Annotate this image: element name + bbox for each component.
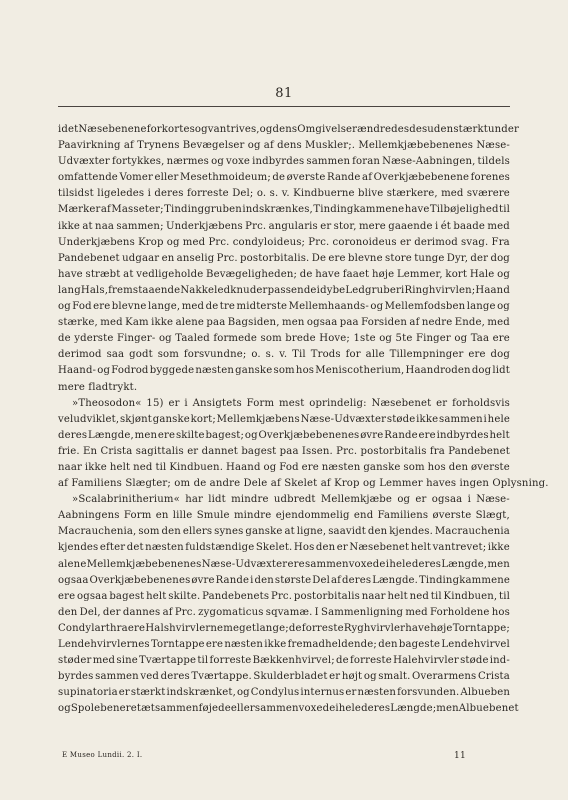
text-line	[58, 380, 510, 396]
text-line: Condylarthra ere Halshvirvlerne meget lange; de forreste Ryghvirvler have høje Torntappe;	[58, 622, 510, 634]
page-footer	[62, 751, 502, 761]
text-line: lang Hals, fremstaaende Nakkeledknuder passende i dybe Ledgruber i Ringhvirvlen; Haand	[58, 284, 510, 296]
text-line: naar ikke helt ned til Kindbuen. Haand og Fod ere næsten ganske som hos den øverste	[58, 461, 510, 473]
text-line: have stræbt at vedligeholde Bevægeligheden; de have faaet høje Lemmer, kort Hale og	[58, 268, 510, 280]
text-line: alene Mellemkjæbebenenes Næse-Udvæxter ere sammenvoxede i hele deres Længde, men	[58, 558, 510, 570]
text-line	[58, 476, 549, 492]
text-line: og Fod ere blevne lange, med de tre midterste Mellemhaands- og Mellemfodsben lange og	[58, 301, 510, 313]
page-number: 81	[275, 86, 293, 101]
line-text: af Familiens Slægter; om de andre Dele af Skelet af Krop og Lemmer haves ingen Oplysning.	[58, 478, 549, 490]
text-line: ikke at naa sammen; Underkjæbens Prc. angularis er stor, mere gaaende i ét baade med	[58, 220, 510, 232]
text-line: Mærker af Masseter; Tindinggruben indskrænkes, Tindingkammene have Tilbøjelighed til	[58, 204, 510, 216]
text-line: tilsidst ligeledes i deres forreste Del; o. s. v. Kindbuerne blive stærkere, med sværere	[58, 188, 510, 200]
text-line: supinatoria er stærkt indskrænket, og Condylus internus er næsten forsvunden. Albueben	[58, 687, 510, 699]
signature-mark: 11	[453, 751, 466, 761]
text-line: idet Næsebenene forkortes og vantrives, og dens Omgivelser ændredes desuden stærkt under	[58, 124, 519, 135]
text-line: de yderste Finger- og Taaled formede som brede Hove; 1ste og 5te Finger og Taa ere	[58, 333, 510, 345]
text-line: byrdes sammen ved deres Tværtappe. Skulderbladet er højt og smalt. Overarmens Crista	[58, 671, 510, 683]
body-text	[58, 122, 549, 717]
text-line: støder med sine Tværtappe til forreste Bækkenhvirvel; de forreste Halehvirvler støde ind-	[58, 655, 510, 667]
text-line: ogsaa Overkjæbebenenes øvre Rande i den største Del af deres Længde. Tindingkammene	[58, 574, 510, 586]
text-line: veludviklet, skjønt ganske kort; Mellemkjæbens Næse-Udvæxter støde ikke sammen i hele	[58, 413, 510, 425]
text-line: Aabningens Form en lille Smule mindre ejendommelig end Familiens øverste Slægt,	[58, 510, 510, 522]
text-line: Lendehvirvlernes Torntappe ere næsten ikke fremadheldende; den bageste Lendehvirvel	[58, 639, 510, 650]
text-line: Pandebenet udgaar en anselig Prc. postorbitalis. De ere blevne store tunge Dyr, der dog	[58, 252, 510, 264]
line-text: mere fladtrykt.	[58, 381, 138, 393]
header-rule	[58, 106, 510, 107]
text-line: »Theosodon« 15) er i Ansigtets Form mest oprindelig: Næsebenet er forholdsvis	[72, 397, 510, 409]
text-line: Paavirkning af Trynens Bevægelser og af dens Muskler;. Mellemkjæbebenenes Næse-	[58, 140, 510, 152]
text-line: Underkjæbens Krop og med Prc. condyloideus; Prc. coronoideus er derimod svag. Fra	[58, 236, 510, 248]
text-line: ere ogsaa bagest helt skilte. Pandebenets Prc. postorbitalis naar helt ned til Kindbuen, til	[58, 590, 510, 602]
footer-imprint: E Museo Lundii. 2. I.	[62, 751, 143, 759]
text-line: Udvæxter fortykkes, nærmes og voxe indbyrdes sammen foran Næse-Aabningen, tildels	[58, 156, 510, 168]
text-line: »Scalabrinitherium« har lidt mindre udbredt Mellemkjæbe og er ogsaa i Næse-	[72, 494, 510, 506]
text-line: omfattende Vomer eller Mesethmoideum; de øverste Rande af Overkjæbebenene forenes	[58, 172, 510, 184]
text-line: derimod saa godt som forsvundne; o. s. v. Til Trods for alle Tillempninger ere dog	[58, 349, 510, 361]
text-line: Macrauchenia, som den ellers synes ganske at ligne, saavidt den kjendes. Macrauchenia	[58, 526, 510, 538]
text-line: stærke, med Kam ikke alene paa Bagsiden, men ogsaa paa Forsiden af nedre Ende, med	[58, 317, 510, 329]
text-line: den Del, der dannes af Prc. zygomaticus sqvamæ. I Sammenligning med Forholdene hos	[58, 606, 510, 618]
text-line: deres Længde, men ere skilte bagest; og Overkjæbebenenes øvre Rande ere indbyrdes helt	[58, 429, 510, 441]
text-line: og Spoleben ere tæt sammenføjede eller sammenvoxede i hele deres Længde; men Albuebenet	[58, 703, 519, 715]
text-line: Haand- og Fodrod byggede næsten ganske som hos Meniscotherium, Haandroden dog lidt	[58, 365, 510, 377]
text-line: kjendes efter det næsten fuldstændige Skelet. Hos den er Næsebenet helt vantrevet; ikke	[58, 542, 510, 554]
text-line: frie. En Crista sagittalis er dannet bagest paa Issen. Prc. postorbitalis fra Pandebenet	[58, 445, 510, 457]
